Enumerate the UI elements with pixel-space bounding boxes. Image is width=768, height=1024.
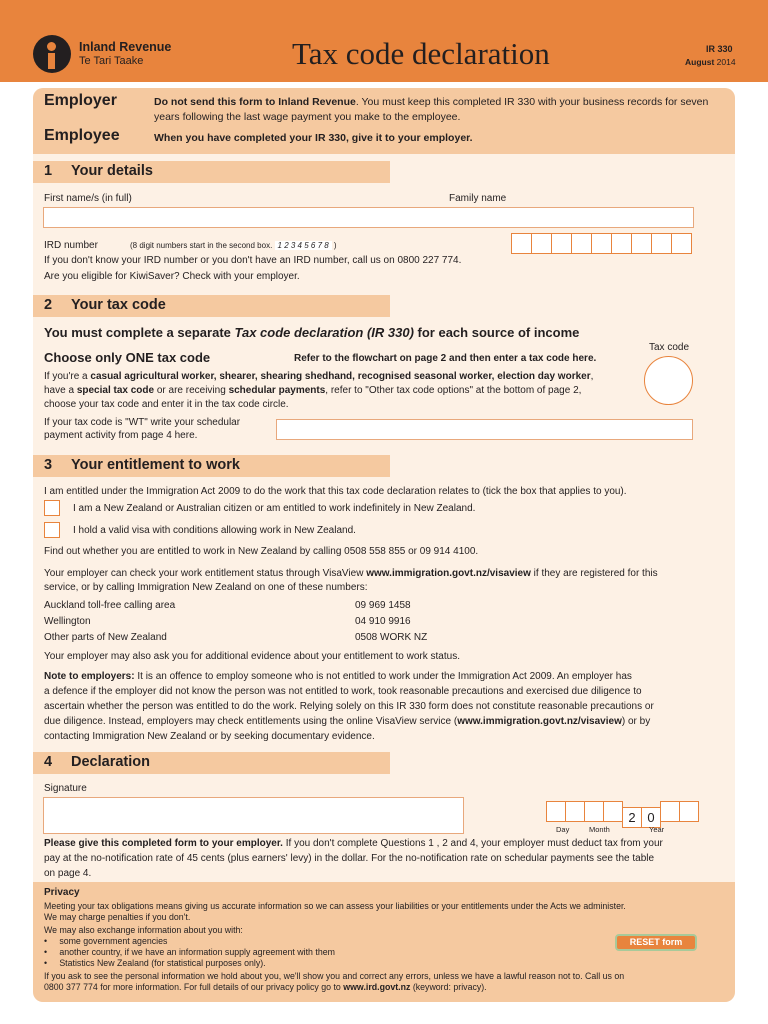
kiwisaver-line: Are you eligible for KiwiSaver? Check with your employer. [44,271,300,282]
must-complete-line: You must complete a separate Tax code declaration (IR 330) for each source of income [44,325,580,340]
ird-digit-box[interactable] [571,233,592,254]
section2-number: 2 [44,297,53,313]
visaview-line: Your employer can check your work entitlement status through VisaView www.immigration.govt.nz/visaview if they are registered for this [44,568,658,579]
citizen-checkbox[interactable] [44,500,60,516]
ird-digit-box[interactable] [511,233,532,254]
phone-place: Other parts of New Zealand [44,632,167,643]
ird-number-boxes[interactable] [511,233,691,259]
ird-digit-box[interactable] [651,233,672,254]
ird-digit-box[interactable] [631,233,652,254]
family-name-label: Family name [449,193,507,204]
phone-number: 04 910 9916 [355,616,411,627]
day-box[interactable] [546,801,566,822]
additional-evidence-line: Your employer may also ask you for additional evidence about your entitlement to work status. [44,651,460,662]
ird-digit-box[interactable] [531,233,552,254]
section3-number: 3 [44,457,53,473]
find-out-line: Find out whether you are entitled to work in New Zealand by calling 0508 558 855 or 09 914 4100. [44,546,479,557]
phone-number: 0508 WORK NZ [355,632,428,643]
employee-instructions: When you have completed your IR 330, give it to your employer. [154,132,473,144]
visa-option-label: I hold a valid visa with conditions allowing work in New Zealand. [73,525,356,536]
year-box[interactable]: 0 [641,807,661,828]
year-box[interactable] [660,801,680,822]
choose-one-heading: Choose only ONE tax code [44,350,211,365]
year-label: Year [649,825,665,834]
give-to-employer: Please give this completed form to your employer. If you don't complete Questions 1 , 2 and 4, your employer must deduct tax from your pay at the no-notification rate of 45 cents (plus earners' levy) in the dollar. For the no-notification rate on schedular payments see the table on page 4. [44,838,663,879]
section2-title: Your tax code [71,297,166,313]
phone-number: 09 969 1458 [355,600,411,611]
month-label: Month [589,825,610,834]
month-box[interactable] [603,801,623,822]
first-name-label: First name/s (in full) [44,193,132,204]
privacy-bullet: • some government agencies [44,936,168,946]
form-number: IR 330 [706,44,733,54]
schedular-activity-field[interactable] [276,419,693,440]
org-name: Inland Revenue [79,40,172,54]
name-field[interactable] [43,207,694,228]
phone-place: Auckland toll-free calling area [44,600,176,611]
section3-title: Your entitlement to work [71,457,240,473]
reset-form-button[interactable]: RESET form [615,934,697,951]
year-box[interactable] [679,801,699,822]
logo-bar [48,53,55,69]
privacy-bullet: • Statistics New Zealand (for statistical purposes only). [44,958,266,968]
section1-title: Your details [71,163,153,179]
section4-title: Declaration [71,754,150,770]
tax-code-instruction-2: have a special tax code or are receiving schedular payments, refer to "Other tax code options" at the bottom of page 2, [44,385,582,396]
section4-number: 4 [44,754,53,770]
refer-flowchart: Refer to the flowchart on page 2 and then enter a tax code here. [294,353,597,364]
ird-digit-box[interactable] [671,233,692,254]
visaview-line-2: service, or by calling Immigration New Zealand on one of these numbers: [44,582,368,593]
signature-field[interactable] [43,797,464,834]
page-title: Tax code declaration [292,36,550,71]
entitlement-intro: I am entitled under the Immigration Act 2009 to do the work that this tax code declaration relates to (tick the box that applies to you). [44,486,627,497]
ird-hint: (8 digit numbers start in the second box. 1 2 3 4 5 6 7 8 ) [130,241,337,250]
wt-instruction-1: If your tax code is "WT" write your schedular [44,417,241,428]
section1-number: 1 [44,163,53,179]
ird-digit-box[interactable] [611,233,632,254]
ird-help-line: If you don't know your IRD number or you don't have an IRD number, call us on 0800 227 774. [44,255,462,266]
privacy-title: Privacy [44,887,80,898]
ird-label: IRD number [44,240,98,251]
phone-place: Wellington [44,616,91,627]
wt-instruction-2: payment activity from page 4 here. [44,430,198,441]
employee-label: Employee [44,127,120,144]
employer-instructions: Do not send this form to Inland Revenue. You must keep this completed IR 330 with your business records for seven years following the last wage payment you make to the employee. [154,96,709,123]
tax-code-circle[interactable] [644,356,693,405]
org-name-maori: Te Tari Taake [79,55,144,67]
month-box[interactable] [584,801,604,822]
tax-code-instruction-1: If you're a casual agricultural worker, shearer, shearing shedhand, recognised seasonal worker, election day worker, [44,371,594,382]
year-box[interactable]: 2 [622,807,642,828]
signature-label: Signature [44,783,87,794]
ird-digit-box[interactable] [551,233,572,254]
employer-label: Employer [44,92,117,109]
privacy-text: Meeting your tax obligations means giving us accurate information so we can assess your liabilities or your entitlements under the Acts we administer. We may charge penalties if you don't. We may also exchange information about you with: • some government agencies • another country, if we have an information supply agreement with them • Statistics New Zealand (for statistical purposes only). If you ask to see the personal information we hold about you, we'll show you and correct any errors, unless we have a lawful reason not to. Call us on 0800 377 774 for more information. For full details of our privacy policy go to www.ird.govt.nz (keyword: privacy). [44,901,724,993]
day-label: Day [556,825,570,834]
form-date: August 2014 [685,57,736,67]
visa-checkbox[interactable] [44,522,60,538]
ird-digit-box[interactable] [591,233,612,254]
date-boxes[interactable] [546,801,698,828]
day-box[interactable] [565,801,585,822]
privacy-bullet: • another country, if we have an information supply agreement with them [44,947,335,957]
tax-code-label: Tax code [649,342,690,353]
note-to-employers: Note to employers: It is an offence to employ someone who is not entitled to work under the Immigration Act 2009. An employer has a defence if the employer did not know the person was not entitled to work, took reasonable precautions and exercised due diligence to ascertain whether the person was entitled to do the work. Relying solely on this IR 330 form does not constitute reasonable precautions or due diligence. Instead, employers may check entitlements using the online VisaView service (www.immigration.govt.nz/visaview) or by contacting Immigration New Zealand or by seeking documentary evidence. [44,671,654,742]
citizen-option-label: I am a New Zealand or Australian citizen or am entitled to work indefinitely in New Zealand. [73,503,476,514]
logo-dot [47,42,56,51]
tax-code-instruction-3: choose your tax code and enter it in the tax code circle. [44,399,289,410]
